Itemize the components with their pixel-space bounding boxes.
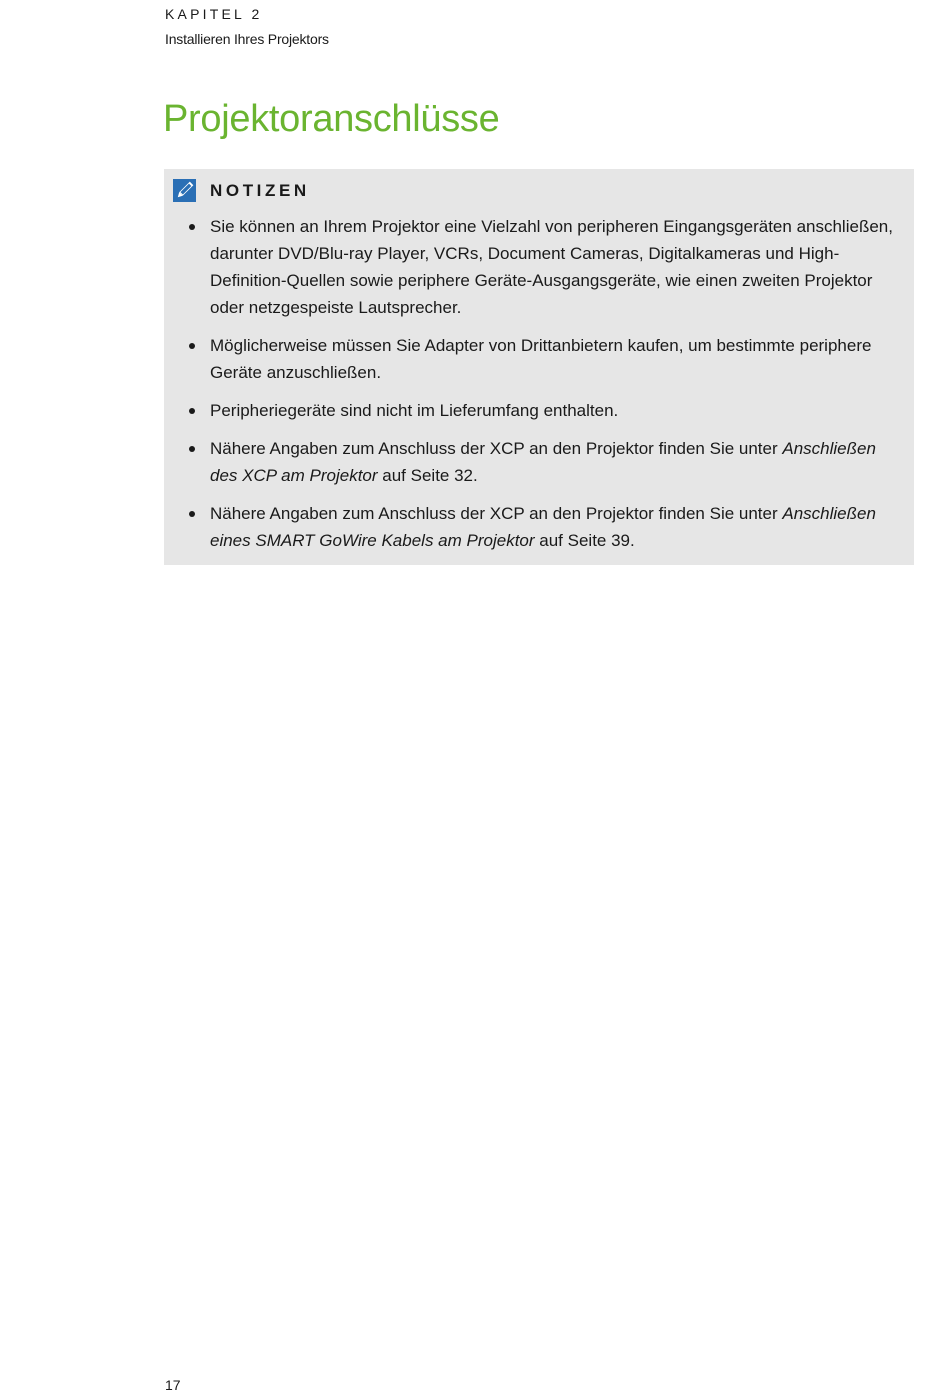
note-item (164, 213, 914, 321)
bullet-icon (189, 511, 195, 517)
cross-reference-link[interactable]: Anschließen eines SMART GoWire Kabels am Projektor (210, 504, 876, 550)
notes-heading: NOTIZEN (210, 181, 310, 200)
page-number: 17 (165, 1377, 181, 1393)
note-item (164, 332, 914, 386)
note-item (164, 435, 914, 489)
pencil-note-icon (173, 179, 196, 202)
notes-box (164, 169, 914, 565)
cross-reference-link[interactable]: Anschließen des XCP am Projektor (210, 439, 876, 485)
note-text-after: auf Seite 39. (534, 531, 635, 550)
note-item (164, 500, 914, 554)
chapter-label: KAPITEL 2 (165, 6, 263, 22)
note-text: Peripheriegeräte sind nicht im Lieferumfang enthalten. (210, 401, 619, 420)
note-text-before: Nähere Angaben zum Anschluss der XCP an den Projektor finden Sie unter (210, 504, 783, 523)
bullet-icon (189, 343, 195, 349)
note-item (164, 397, 914, 424)
note-text: Sie können an Ihrem Projektor eine Vielzahl von peripheren Eingangsgeräten anschließen, darunter DVD/Blu-ray Player, VCRs, Document Cameras, Digitalkameras und High-Definition-Quellen sowie periphere Geräte-Ausgangsgeräte, wie einen zweiten Projektor oder netzgespeiste Lautsprecher. (210, 217, 893, 317)
note-text-before: Nähere Angaben zum Anschluss der XCP an den Projektor finden Sie unter (210, 439, 783, 458)
note-text: Möglicherweise müssen Sie Adapter von Drittanbietern kaufen, um bestimmte periphere Geräte anzuschließen. (210, 336, 872, 382)
bullet-icon (189, 224, 195, 230)
page-title: Projektoranschlüsse (163, 98, 500, 140)
bullet-icon (189, 408, 195, 414)
note-text-after: auf Seite 32. (377, 466, 478, 485)
chapter-title: Installieren Ihres Projektors (165, 31, 329, 47)
notes-list (164, 213, 914, 565)
bullet-icon (189, 446, 195, 452)
